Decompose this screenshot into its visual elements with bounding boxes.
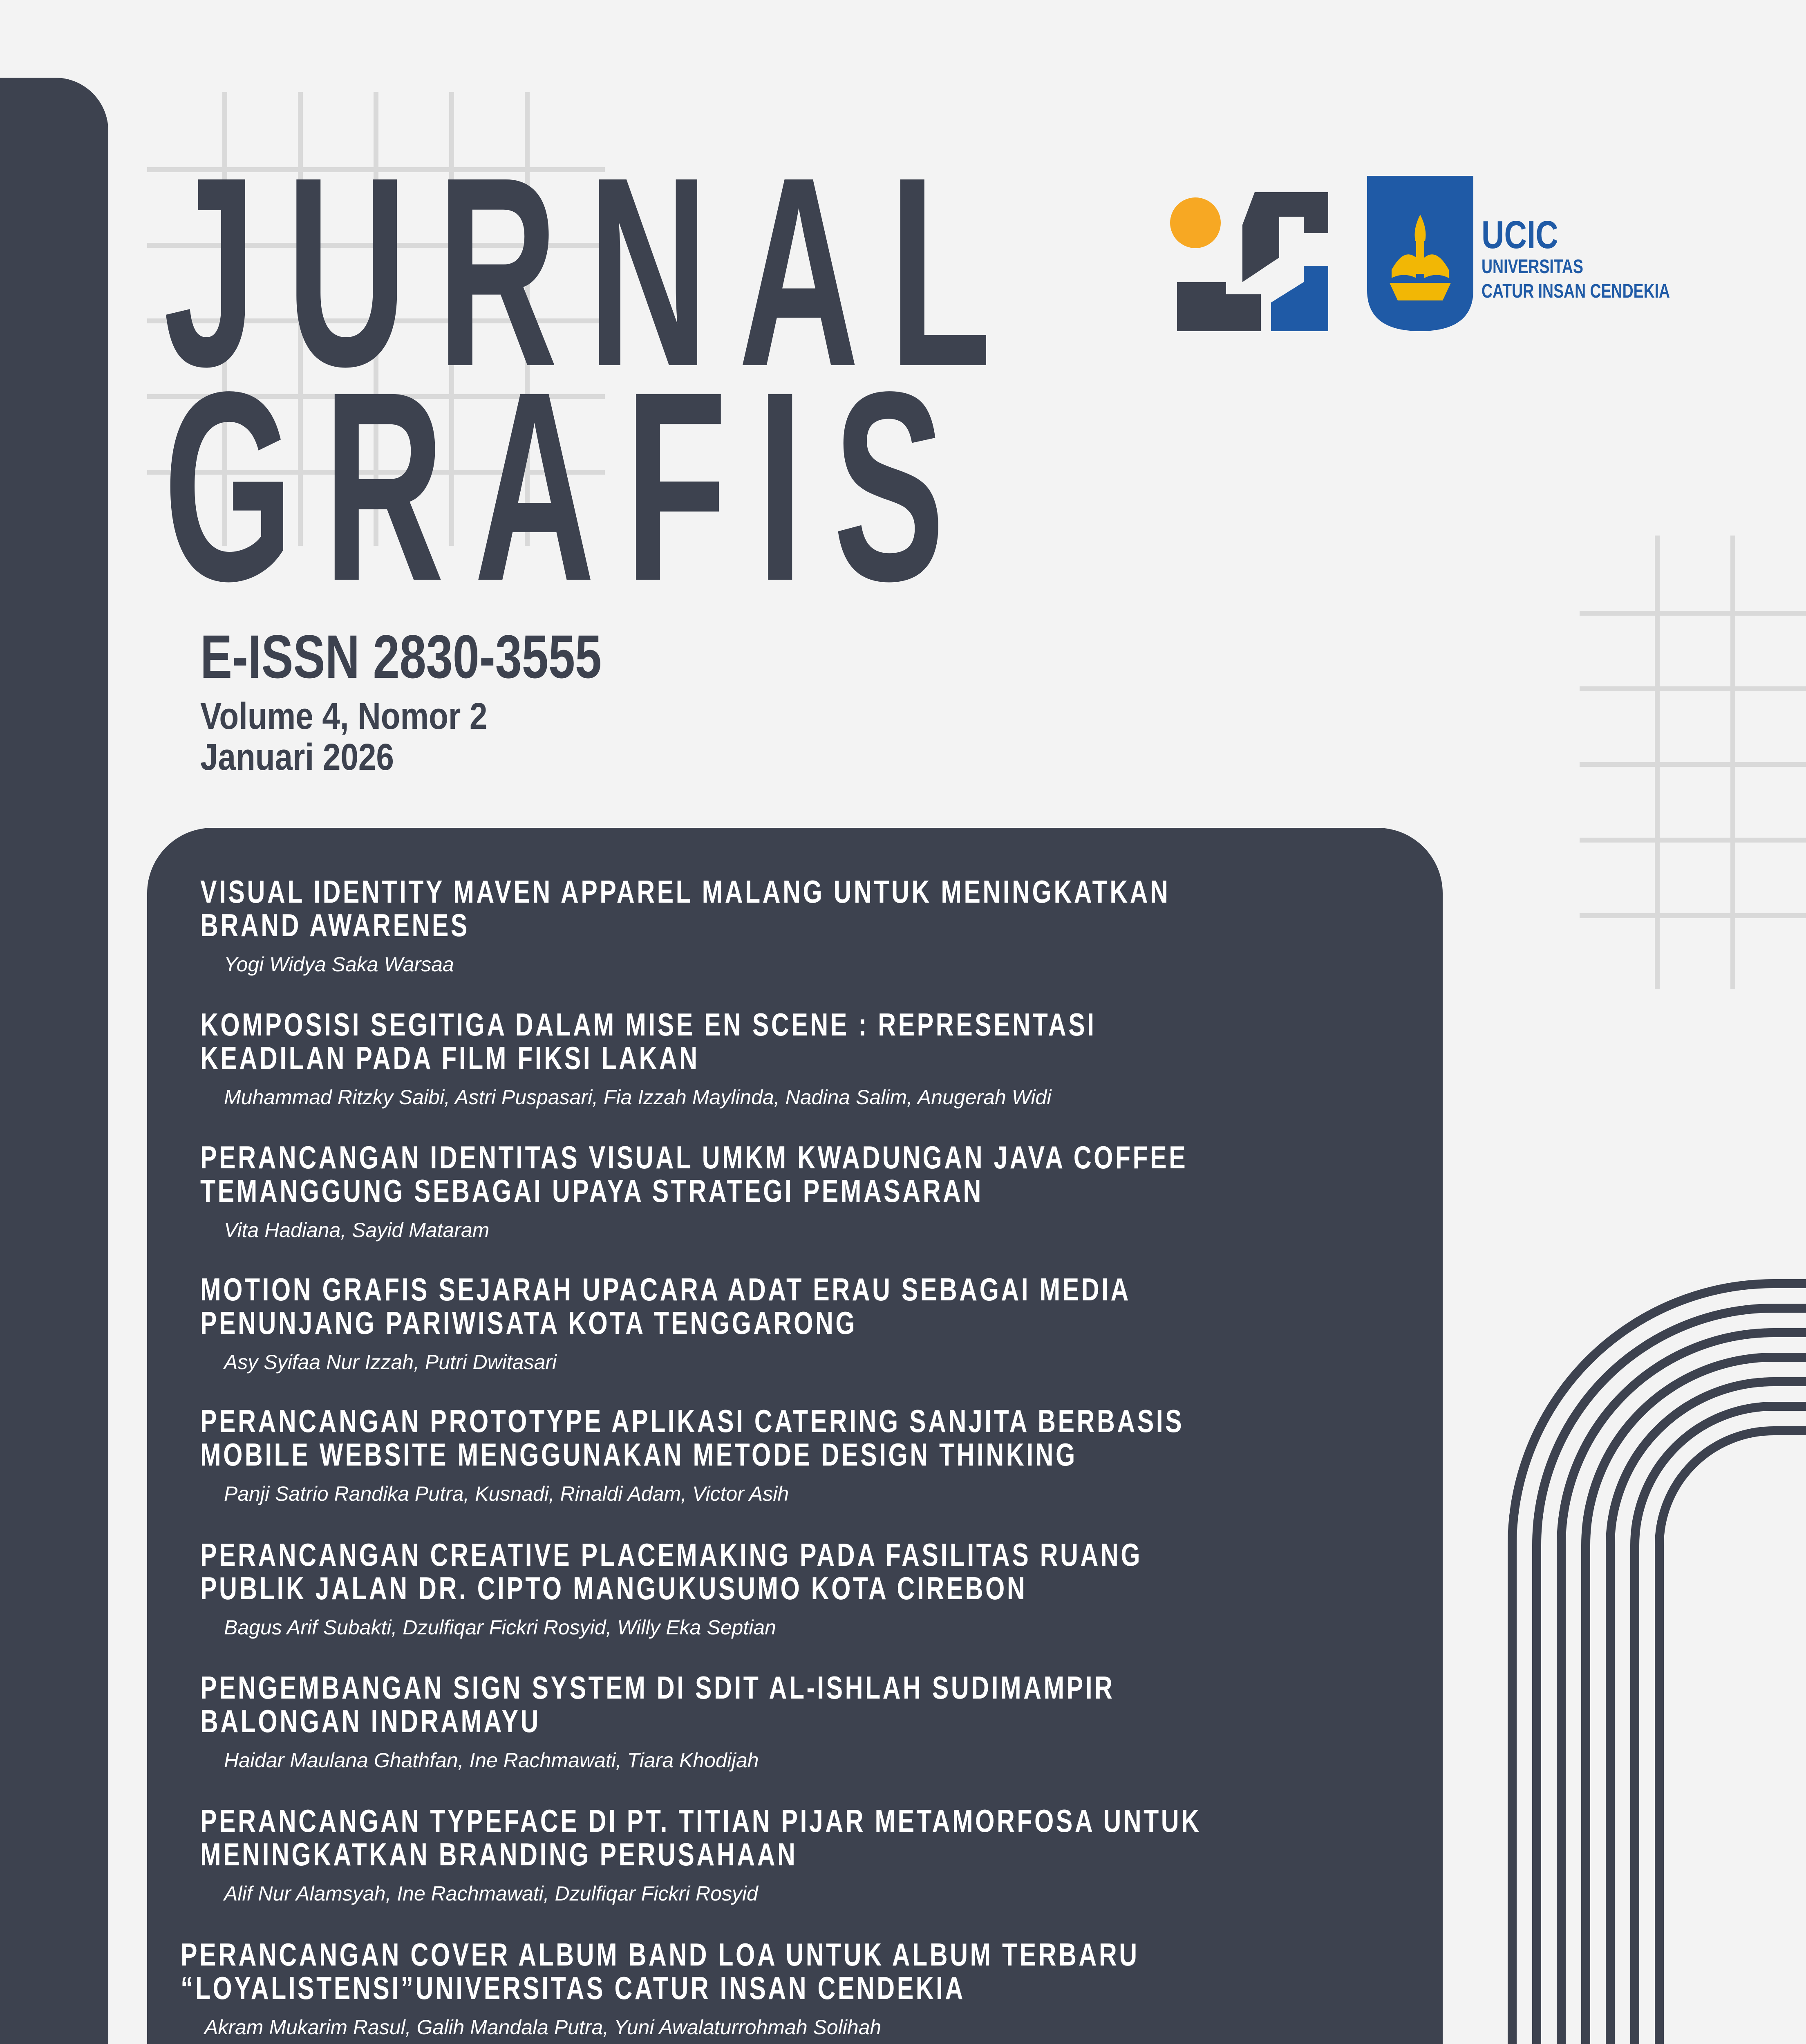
article-title: PERANCANGAN COVER ALBUM BAND LOA UNTUK ALBUM TERBARU “LOYALISTENSI”UNIVERSITAS CATUR INSAN CENDEKIA: [181, 1936, 1139, 2006]
decorative-arcs: [1496, 1275, 1806, 2044]
article-authors: Muhammad Ritzky Saibi, Astri Puspasari, Fia Izzah Maylinda, Nadina Salim, Anugerah Widi: [224, 1086, 1052, 1109]
article-authors: Bagus Arif Subakti, Dzulfiqar Fickri Rosyid, Willy Eka Septian: [224, 1616, 776, 1639]
article-authors: Yogi Widya Saka Warsaa: [224, 953, 454, 976]
article-authors: Vita Hadiana, Sayid Mataram: [224, 1219, 490, 1242]
article-title: KOMPOSISI SEGITIGA DALAM MISE EN SCENE : REPRESENTASI KEADILAN PADA FILM FIKSI LAKAN: [200, 1006, 1097, 1076]
article-title: PERANCANGAN TYPEFACE DI PT. TITIAN PIJAR METAMORFOSA UNTUK MENINGKATKAN BRANDING PERUSAHAAN: [200, 1803, 1202, 1872]
ucic-name-line2: CATUR INSAN CENDEKIA: [1482, 280, 1670, 302]
article-title: PERANCANGAN CREATIVE PLACEMAKING PADA FASILITAS RUANG PUBLIK JALAN DR. CIPTO MANGUKUSUMO KOTA CIREBON: [200, 1537, 1143, 1606]
article-title: PENGEMBANGAN SIGN SYSTEM DI SDIT AL-ISHLAH SUDIMAMPIR BALONGAN INDRAMAYU: [200, 1670, 1115, 1739]
ucic-logo: [1367, 176, 1776, 339]
journal-title-line1: JURNAL: [163, 121, 1021, 422]
article-authors: Asy Syifaa Nur Izzah, Putri Dwitasari: [224, 1351, 557, 1374]
issn: E-ISSN 2830-3555: [200, 622, 602, 691]
article-authors: Panji Satrio Randika Putra, Kusnadi, Rinaldi Adam, Victor Asih: [224, 1482, 789, 1505]
publication-date: Januari 2026: [200, 736, 394, 778]
article-item: [200, 1139, 1806, 1242]
table-of-contents-panel: [147, 828, 1443, 2044]
ic-logo-icon: [1169, 176, 1332, 339]
ucic-name-line1: UNIVERSITAS: [1482, 256, 1583, 278]
article-authors: Akram Mukarim Rasul, Galih Mandala Putra, Yuni Awalaturrohmah Solihah: [204, 2016, 882, 2039]
article-title: PERANCANGAN IDENTITAS VISUAL UMKM KWADUNGAN JAVA COFFEE TEMANGGUNG SEBAGAI UPAYA STRATEGI PEMASARAN: [200, 1139, 1188, 1209]
volume-number: Volume 4, Nomor 2: [200, 695, 488, 737]
article-item: [200, 874, 1806, 976]
article-title: MOTION GRAFIS SEJARAH UPACARA ADAT ERAU SEBAGAI MEDIA PENUNJANG PARIWISATA KOTA TENGGARONG: [200, 1271, 1131, 1341]
article-title: PERANCANGAN PROTOTYPE APLIKASI CATERING SANJITA BERBASIS MOBILE WEBSITE MENGGUNAKAN METODE DESIGN THINKING: [200, 1403, 1184, 1472]
article-authors: Haidar Maulana Ghathfan, Ine Rachmawati, Tiara Khodijah: [224, 1749, 759, 1772]
article-item: [200, 1006, 1806, 1109]
article-authors: Alif Nur Alamsyah, Ine Rachmawati, Dzulfiqar Fickri Rosyid: [224, 1882, 758, 1905]
ucic-abbreviation: UCIC: [1482, 213, 1558, 257]
left-decorative-bar: [0, 78, 108, 2044]
article-title: VISUAL IDENTITY MAVEN APPAREL MALANG UNTUK MENINGKATKAN BRAND AWARENES: [200, 874, 1170, 943]
ucic-emblem-icon: [1367, 176, 1473, 339]
journal-title-line2: GRAFIS: [163, 336, 975, 637]
